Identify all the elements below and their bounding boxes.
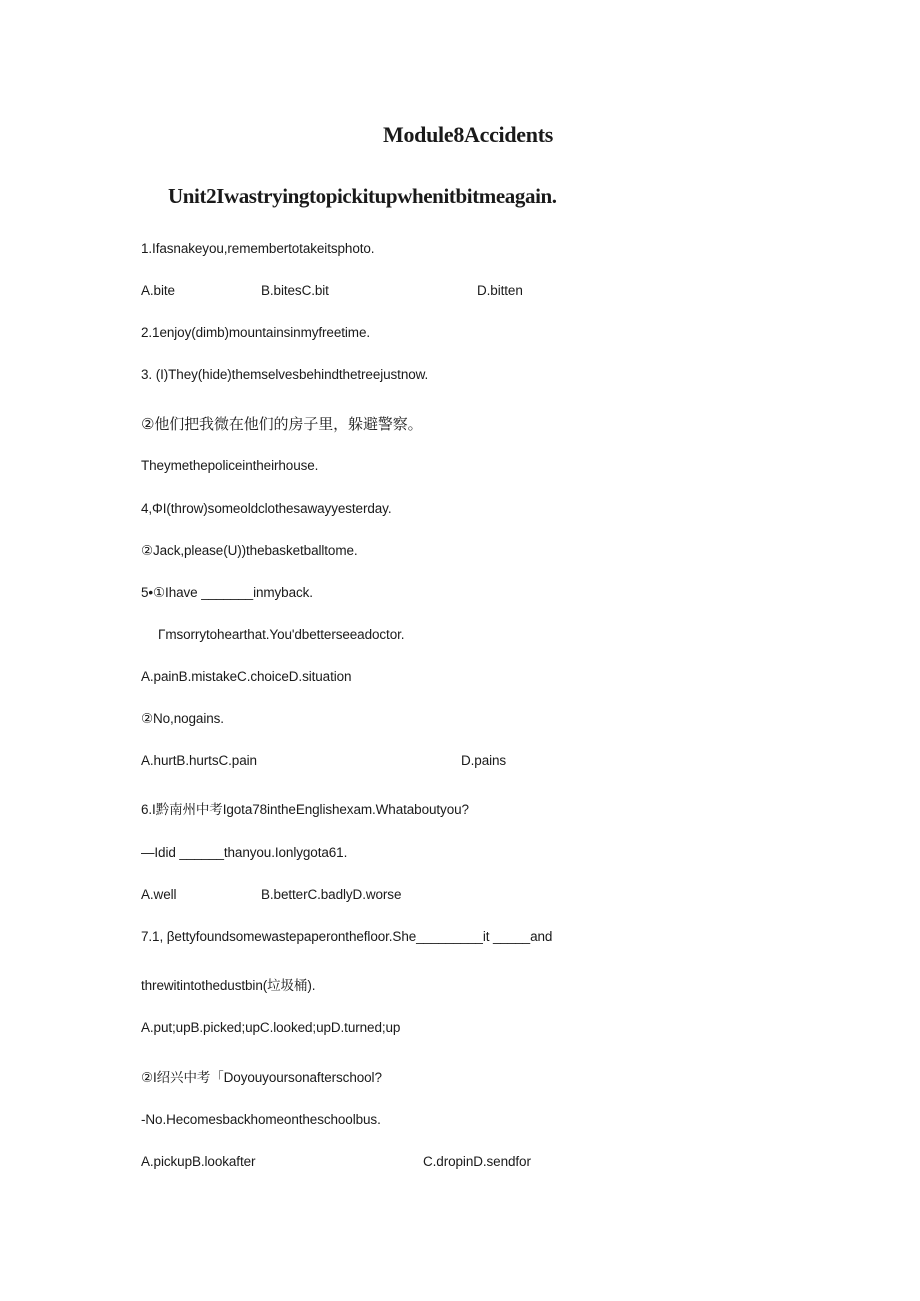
question-2: 2.1enjoy(dimb)mountainsinmyfreetime. xyxy=(141,325,370,340)
q1-option-a: A.bite xyxy=(141,283,175,298)
q7-part-2-options-cd: C.dropinD.sendfor xyxy=(423,1154,531,1169)
q7-options: A.put;upB.picked;upC.looked;upD.turned;up xyxy=(141,1020,401,1035)
q1-option-d: D.bitten xyxy=(477,283,523,298)
question-1: 1.Ifasnakeyou,remembertotakeitsphoto. xyxy=(141,241,375,256)
q6-option-a: A.well xyxy=(141,887,177,902)
question-3: 3. (I)They(hide)themselvesbehindthetreejustnow. xyxy=(141,367,429,382)
question-5-reply: Γmsorrytohearthat.You'dbetterseeadoctor. xyxy=(158,627,405,642)
page-title: Module8Accidents xyxy=(383,122,553,147)
q5-part-2-options-abc: A.hurtB.hurtsC.pain xyxy=(141,753,257,768)
question-3-part-2-chinese: ②他们把我微在他们的房子里，躲避警察。 xyxy=(141,415,423,433)
question-7-continued: threwitintothedustbin(垃圾桶). xyxy=(141,978,316,993)
q6-options-bcd: B.betterC.badlyD.worse xyxy=(261,887,402,902)
question-7-part-2-reply: -No.Hecomesbackhomeontheschoolbus. xyxy=(141,1112,381,1127)
q1-options-bc: B.bitesC.bit xyxy=(261,283,329,298)
question-3-part-2: Theymethepoliceintheirhouse. xyxy=(141,458,319,473)
question-4-part-2: ②Jack,please(U))thebasketballtome. xyxy=(141,543,358,558)
q5-options: A.painB.mistakeC.choiceD.situation xyxy=(141,669,352,684)
question-6: 6.I黔南州中考Igota78intheEnglishexam.Whataboutyou? xyxy=(141,802,469,817)
question-4: 4,ΦI(throw)someoldclothesawayyesterday. xyxy=(141,501,392,516)
q7-part-2-options-ab: A.pickupB.lookafter xyxy=(141,1154,256,1169)
q5-part-2-option-d: D.pains xyxy=(461,753,507,768)
question-7-part-2: ②I绍兴中考「Doyouyoursonafterschool? xyxy=(141,1070,382,1085)
question-6-reply: —Idid ______thanyou.Ionlygota61. xyxy=(141,845,348,860)
question-5: 5•①Ihave _______inmyback. xyxy=(141,585,313,600)
question-5-part-2: ②No,nogains. xyxy=(141,711,224,726)
page-subtitle: Unit2Iwastryingtopickitupwhenitbitmeagain. xyxy=(168,184,557,208)
question-7: 7.1, βettyfoundsomewastepaperonthefloor.She_________it _____and xyxy=(141,929,553,944)
